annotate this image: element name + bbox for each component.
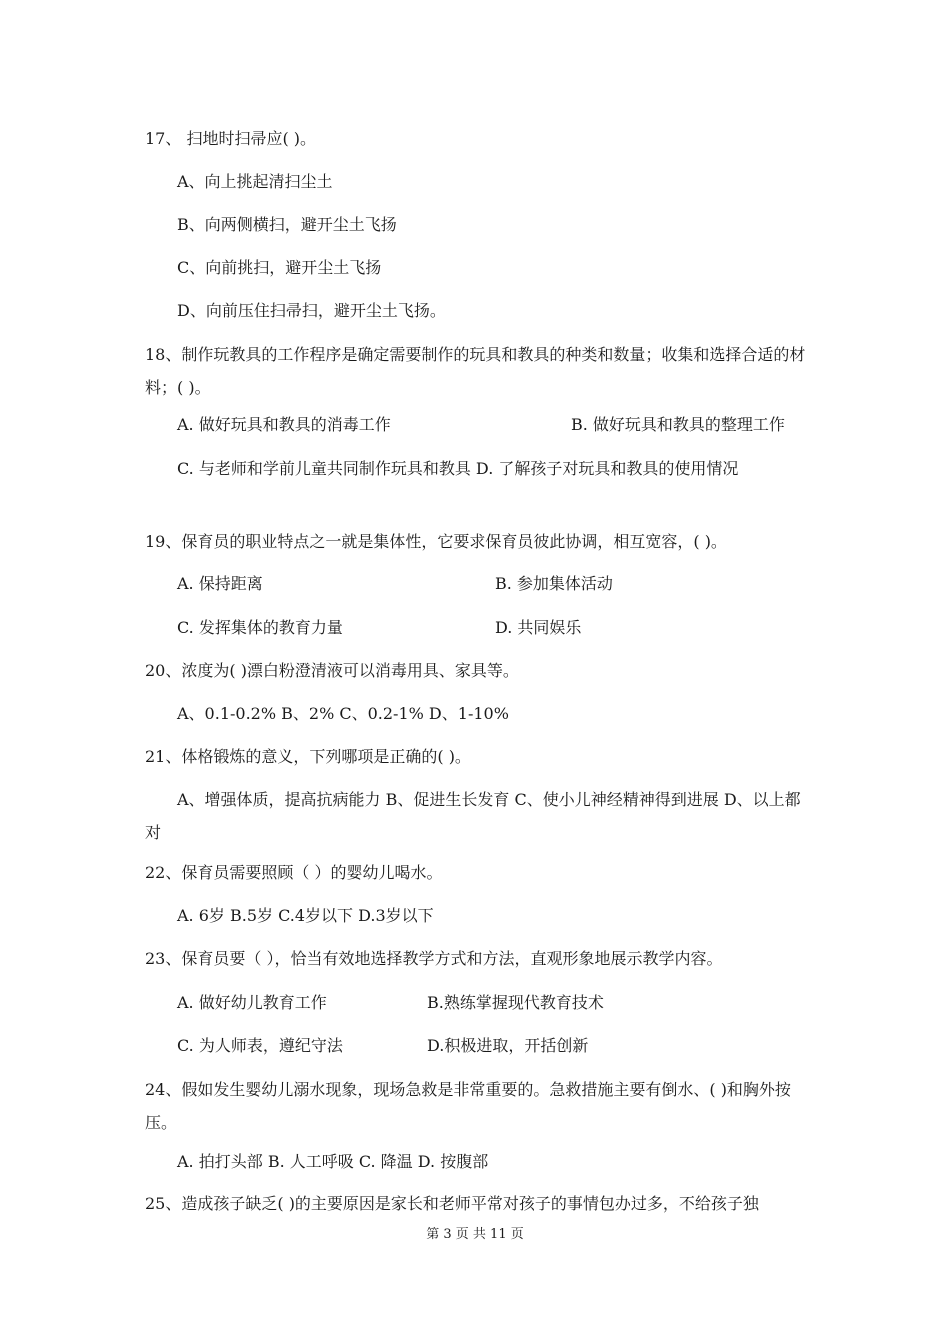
question-23-option-d: D.积极进取，开括创新	[427, 1036, 589, 1055]
question-24-stem: 24、假如发生婴幼儿溺水现象，现场急救是非常重要的。急救措施主要有倒水、( )和胸外按压。	[145, 1080, 791, 1132]
question-18-stem: 18、制作玩教具的工作程序是确定需要制作的玩具和教具的种类和数量；收集和选择合适的材料；( )。	[145, 345, 806, 397]
question-24-options: A. 拍打头部 B. 人工呼吸 C. 降温 D. 按腹部	[177, 1152, 489, 1171]
question-23-stem: 23、保育员要（ ），恰当有效地选择教学方式和方法，直观形象地展示教学内容。	[145, 949, 723, 968]
question-19-option-d: D. 共同娱乐	[495, 618, 582, 637]
question-25-stem: 25、造成孩子缺乏( )的主要原因是家长和老师平常对孩子的事情包办过多，不给孩子独	[145, 1194, 759, 1213]
question-19-option-b: B. 参加集体活动	[495, 574, 613, 593]
question-17-option-b: B、向两侧横扫，避开尘土飞扬	[177, 215, 397, 234]
question-23-option-a: A. 做好幼儿教育工作	[177, 993, 327, 1012]
question-20-options: A、0.1-0.2% B、2% C、0.2-1% D、1-10%	[177, 704, 509, 723]
question-22-options: A. 6岁 B.5岁 C.4岁以下 D.3岁以下	[177, 906, 434, 925]
question-23-option-c: C. 为人师表，遵纪守法	[177, 1036, 343, 1055]
question-19-stem: 19、保育员的职业特点之一就是集体性，它要求保育员彼此协调，相互宽容，( )。	[145, 532, 727, 551]
question-19-option-a: A. 保持距离	[177, 574, 263, 593]
question-21-stem: 21、体格锻炼的意义，下列哪项是正确的( )。	[145, 747, 471, 766]
question-23-option-b: B.熟练掌握现代教育技术	[427, 993, 604, 1012]
question-20-stem: 20、浓度为( )漂白粉澄清液可以消毒用具、家具等。	[145, 661, 519, 680]
question-17-option-a: A、向上挑起清扫尘土	[177, 172, 333, 191]
page-number-footer: 第 3 页 共 11 页	[426, 1227, 524, 1242]
question-17-option-d: D、向前压住扫帚扫，避开尘土飞扬。	[177, 301, 446, 320]
question-22-stem: 22、保育员需要照顾（ ）的婴幼儿喝水。	[145, 863, 443, 882]
question-18-option-b: B. 做好玩具和教具的整理工作	[571, 415, 785, 434]
question-21-options: A、增强体质，提高抗病能力 B、促进生长发育 C、使小儿神经精神得到进展 D、以上都对	[145, 790, 801, 842]
question-18-option-a: A. 做好玩具和教具的消毒工作	[177, 415, 391, 434]
question-17-stem: 17、 扫地时扫帚应( )。	[145, 129, 317, 148]
question-18-options-cd: C. 与老师和学前儿童共同制作玩具和教具 D. 了解孩子对玩具和教具的使用情况	[177, 459, 739, 478]
question-17-option-c: C、向前挑扫，避开尘土飞扬	[177, 258, 382, 277]
question-19-option-c: C. 发挥集体的教育力量	[177, 618, 343, 637]
